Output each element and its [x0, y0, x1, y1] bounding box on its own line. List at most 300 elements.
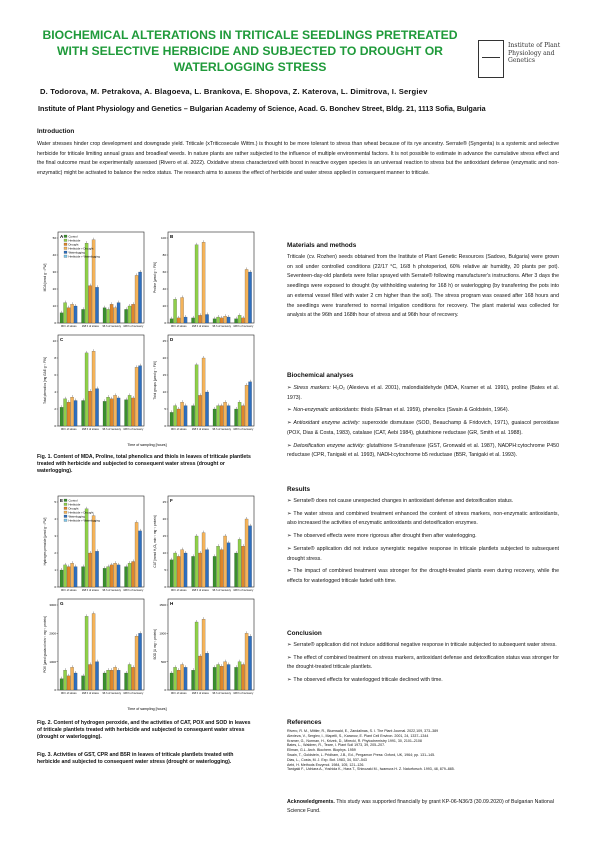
x-tick-label: 96 h of recovery	[212, 692, 232, 695]
bar	[199, 656, 202, 690]
reference-item: Bates, L., Waldren, R., Teare, I. Plant Soil 1973, 39, 205–207.	[287, 743, 386, 748]
y-tick-label: 1000	[159, 631, 166, 636]
bar	[117, 303, 120, 323]
bar	[195, 536, 198, 587]
bar	[199, 395, 202, 426]
panel-letter: G	[60, 601, 64, 606]
bar	[103, 308, 106, 323]
bar	[71, 667, 74, 690]
figure-1-chart	[36, 228, 258, 450]
x-tick-label: 96 h of recovery	[212, 428, 232, 431]
x-tick-label: 96 h of stress	[60, 589, 77, 592]
y-tick-label: 25	[162, 339, 166, 344]
y-tick-label: 40	[162, 287, 166, 292]
y-axis-label: Proline [µmol g⁻¹ FW]	[153, 262, 157, 293]
bar	[128, 563, 131, 587]
chart-panel-g	[43, 599, 144, 695]
figure-1-caption	[37, 454, 255, 476]
bar	[103, 673, 106, 690]
legend-label: Herbicide + Waterlogging	[68, 254, 100, 259]
panel-letter: F	[170, 498, 173, 503]
bar	[114, 563, 117, 587]
bar	[224, 536, 227, 587]
bar	[170, 319, 173, 323]
reference-item: Alexieva, V., Sergiev, I., Mapelli, S., Karanov, E. Plant Cell Environ. 2001, 24, 1337–1344	[287, 733, 429, 738]
bar	[245, 269, 248, 323]
results-heading: Results	[287, 486, 311, 493]
results-item: ➢ The water stress and combined treatment enhanced the content of stress markers, non-enzymatic antioxidants, also increased the activities of enzymatic antioxidants and detoxification enzymes.	[287, 510, 559, 527]
bar	[89, 665, 92, 691]
bar	[110, 304, 113, 323]
bar	[245, 385, 248, 426]
figure-2-caption-text: Content of hydrogen peroxide, and the activities of CAT, POX and SOD in leaves of triticale plantlets treated with herbicide and subjected to consequent water stress (drought or waterlogging).	[37, 720, 251, 741]
x-tick-label: 96 h of recovery	[212, 589, 232, 592]
y-tick-label: 20	[162, 356, 166, 361]
bar	[192, 556, 195, 587]
analyses-item: ➢ Detoxification enzyme activity: glutathione S-transferase (GST, Gronwald et al. 1987), NADPH:cytochrome P450 reductase (CPR, Tanigaki et al. 1993), NADH:cytochrome b5 reductase (B5R, Tanigaki et al. 1993).	[287, 442, 559, 459]
bar	[110, 399, 113, 426]
bar	[181, 298, 184, 324]
conclusion-item: ➢ Serrate® application did not induce additional negative response in triticale subjected to subsequent water stress.	[287, 642, 557, 648]
bar	[192, 318, 195, 323]
bar	[213, 409, 216, 426]
legend-label: Waterlogging	[68, 514, 85, 519]
bar	[192, 670, 195, 690]
results-item: ➢ The observed effects were more rigorous after drought then after waterlogging.	[287, 533, 477, 540]
references-list	[287, 729, 559, 772]
bar	[238, 402, 241, 426]
bar	[220, 550, 223, 587]
bar	[139, 633, 142, 690]
bar	[67, 402, 70, 426]
bar	[74, 401, 77, 427]
figure-1-label: Fig. 1.	[37, 454, 52, 460]
bar	[184, 553, 187, 587]
methods-text: Triticale (cv. Rozhen) seeds obtained from the Institute of Plant Genetic Resources (Sadovo, Bulgaria) were grown on soil under controlled conditions (22/17 °C, 16/8 h photoperiod, 60% relative air humidity, 20 plants per pot). Seventeen-day-old plantlets were foliar sprayed with Serrate® following manufacturer's instructions. After 3 days the seedlings were exposed to drought (by withholding watering for 168 h) or waterlogging (by transferring the pots into an external vessel filled with water 2 cm higher than the soil). The stress program was ceased after 168 hours and the seedlings were transferred to normal irrigation conditions for recovery. The plant material was collected for analysis at the 96th and 168th hour of stress and at 96th hour of recovery.	[287, 254, 559, 319]
legend-swatch	[64, 515, 67, 518]
reference-item: Dias, L., Costa, M. J. Exp. Bot. 1983, 34, 537–543	[287, 757, 367, 762]
bar	[177, 409, 180, 426]
x-tick-label: 96 h of stress	[170, 692, 187, 695]
y-tick-label: 10	[52, 304, 56, 309]
bar	[238, 539, 241, 587]
logo-text: Institute of Plant Physiology and Genetics	[508, 42, 561, 64]
authors: D. Todorova, M. Petrakova, A. Blagoeva, L. Brankova, E. Shopova, Z. Katerova, L. Dimitrova, I. Sergiev	[40, 87, 428, 96]
bar	[235, 319, 238, 323]
y-axis-label: SOD [U mg⁻¹ protein]	[153, 629, 157, 660]
y-axis-label: Hydrogen peroxide [µmol g⁻¹ FW]	[43, 517, 47, 566]
bar	[184, 667, 187, 690]
y-tick-label: 1000	[49, 659, 56, 664]
bar	[67, 308, 70, 323]
bar	[238, 315, 241, 323]
x-tick-label: 96 h of recovery	[102, 428, 122, 431]
bar	[139, 531, 142, 587]
legend-swatch	[64, 239, 67, 242]
bar	[67, 567, 70, 587]
bar	[135, 636, 138, 690]
bar	[245, 519, 248, 587]
x-tick-label: 168 h of stress	[81, 325, 99, 328]
bar	[132, 667, 135, 690]
bar	[192, 406, 195, 426]
legend-swatch	[64, 243, 67, 246]
y-tick-label: 2	[54, 551, 56, 556]
analyses-list	[287, 384, 559, 464]
legend-swatch	[64, 503, 67, 506]
x-tick-label: 96 h of recovery	[102, 325, 122, 328]
y-axis-label: Thiol groups [µmol g⁻¹ FW]	[153, 361, 157, 400]
analyses-item: ➢ Antioxidant enzyme activity: superoxide dismutase (SOD, Beauchamp & Fridovich, 1971), guaiacol peroxidase (POX, Dias & Costa, 1983), catalase (CAT, Aebi 1984), glutathione reductase (GR, Smith et al. 1988).	[287, 420, 559, 436]
bar	[96, 287, 99, 323]
bar	[107, 309, 110, 323]
y-tick-label: 3000	[49, 603, 56, 608]
y-axis-label: CAT [mmol H₂O₂ min⁻¹ mg⁻¹ protein]	[153, 515, 157, 568]
bar	[82, 676, 85, 690]
legend-swatch	[64, 255, 67, 258]
y-tick-label: 15	[162, 534, 166, 539]
institute-logo	[478, 38, 574, 82]
arrow-icon: ➢	[287, 642, 292, 648]
arrow-icon: ➢	[287, 510, 292, 517]
y-tick-label: 60	[162, 270, 166, 275]
logo-mark-icon	[478, 40, 504, 78]
bar	[181, 550, 184, 587]
bar	[174, 299, 177, 323]
reference-item: Tanigaki F., Uchiara A., Yoshida K., Hara T., Shinozaki M., Iwamura H. Z. Naturforsch. 1993, 48, 879–885.	[287, 767, 455, 772]
panel-letter: C	[60, 337, 64, 342]
arrow-icon: ➢	[287, 545, 292, 552]
bar	[128, 395, 131, 426]
arrow-icon: ➢	[287, 677, 292, 684]
panel-letter: D	[170, 337, 174, 342]
bar	[213, 319, 216, 323]
x-tick-label: 168 h of recovery	[233, 692, 254, 695]
bar	[82, 309, 85, 323]
legend-label: Herbicide + Drought	[68, 510, 94, 515]
bar	[220, 318, 223, 323]
y-tick-label: 0	[54, 321, 56, 326]
y-tick-label: 0	[54, 688, 56, 693]
chart-panel-d	[153, 335, 254, 431]
bar	[92, 614, 95, 691]
y-tick-label: 10	[52, 339, 56, 344]
bar	[174, 553, 177, 587]
x-tick-label: 168 h of stress	[191, 589, 209, 592]
bar	[202, 358, 205, 426]
results-list	[287, 497, 559, 590]
bar	[227, 665, 230, 691]
conclusion-item: ➢ The effect of combined treatment on stress markers, antioxidant defense and detoxification status was stronger for the drought-treated triticale plantlets.	[287, 654, 559, 671]
chart-panel-b	[153, 232, 254, 328]
bar	[117, 398, 120, 426]
bar	[71, 563, 74, 587]
bar	[249, 382, 252, 426]
y-tick-label: 8	[54, 356, 56, 361]
y-tick-label: 0	[54, 585, 56, 590]
arrow-icon: ➢	[287, 407, 292, 414]
conclusion-heading: Conclusion	[287, 630, 322, 637]
bar	[195, 622, 198, 690]
bar	[128, 665, 131, 691]
bar	[92, 351, 95, 426]
bar	[217, 546, 220, 587]
bar	[125, 567, 128, 587]
legend-label: Waterlogging	[68, 250, 85, 255]
bar	[170, 673, 173, 690]
bar	[125, 400, 128, 426]
bar	[60, 407, 63, 426]
bar	[125, 309, 128, 323]
figure-2-chart	[36, 492, 258, 714]
x-tick-label: 96 h of stress	[170, 325, 187, 328]
bar	[135, 522, 138, 587]
x-tick-label: 168 h of stress	[191, 692, 209, 695]
bar	[71, 397, 74, 426]
bar	[181, 665, 184, 691]
y-tick-label: 50	[52, 236, 56, 241]
arrow-icon: ➢	[287, 385, 292, 391]
x-tick-label: 168 h of recovery	[233, 589, 254, 592]
bar	[242, 546, 245, 587]
bar	[195, 245, 198, 323]
bar	[181, 402, 184, 426]
x-tick-label: 168 h of stress	[191, 428, 209, 431]
bar	[235, 667, 238, 690]
panel-letter: A	[60, 234, 64, 239]
figure-1-caption-text: Content of MDA, Proline, total phenolics and thiols in leaves of triticale plantlets treated with herbicide and subjected to consequent water stress (drought or waterlogging).	[37, 454, 251, 475]
y-tick-label: 0	[164, 321, 166, 326]
x-axis-label: Time of sampling [hours]	[127, 443, 167, 447]
bar	[206, 315, 209, 324]
chart-panel-a	[43, 232, 144, 328]
arrow-icon: ➢	[287, 654, 292, 661]
bar	[96, 662, 99, 690]
acknowledgments-text: This study was supported financially by grant KP-06-N36/3 (30.09.2020) of Bulgarian National Science Fund.	[287, 799, 554, 814]
legend-swatch	[64, 519, 67, 522]
x-tick-label: 168 h of recovery	[123, 692, 144, 695]
figure-3-label: Fig. 3.	[37, 752, 52, 758]
bar	[114, 667, 117, 690]
intro-heading: Introduction	[37, 128, 75, 135]
x-tick-label: 168 h of recovery	[123, 589, 144, 592]
panel-letter: E	[60, 498, 64, 503]
y-tick-label: 1	[54, 568, 56, 573]
bar	[213, 556, 216, 587]
bar	[227, 543, 230, 587]
bar	[67, 676, 70, 690]
bar	[96, 551, 99, 587]
chart-panel-e	[43, 496, 144, 592]
bar	[71, 304, 74, 323]
y-tick-label: 5	[164, 407, 166, 412]
figure-2-caption	[37, 720, 255, 742]
bar	[170, 412, 173, 426]
bar	[92, 240, 95, 323]
y-tick-label: 0	[164, 688, 166, 693]
reference-item: Swain, T., Goldstein, L. Pridham, J.B., Ed., Pergamon Press: Oxford, UK, 1964; pp. 131–145.	[287, 752, 436, 757]
bar	[96, 389, 99, 426]
bar	[177, 670, 180, 690]
bar	[132, 398, 135, 426]
bar	[110, 565, 113, 587]
bar	[60, 313, 63, 323]
arrow-icon: ➢	[287, 442, 292, 449]
bar	[235, 409, 238, 426]
bar	[139, 366, 142, 426]
bar	[135, 367, 138, 426]
y-tick-label: 20	[52, 287, 56, 292]
bar	[117, 670, 120, 690]
y-axis-label: MDA [nmol g⁻¹ FW]	[43, 263, 47, 292]
bar	[227, 317, 230, 323]
reference-item: Ellman, G.L. Arch. Biochem. Biophys. 1959	[287, 748, 356, 753]
x-tick-label: 168 h of stress	[191, 325, 209, 328]
bar	[206, 392, 209, 426]
bar	[170, 560, 173, 587]
x-tick-label: 96 h of stress	[60, 325, 77, 328]
methods-heading: Materials and methods	[287, 242, 357, 249]
acknowledgments	[287, 798, 559, 815]
analyses-heading: Biochemical analyses	[287, 372, 354, 379]
bar	[227, 406, 230, 426]
x-tick-label: 96 h of recovery	[212, 325, 232, 328]
x-tick-label: 96 h of recovery	[102, 589, 122, 592]
bar	[103, 568, 106, 587]
x-tick-label: 168 h of stress	[81, 589, 99, 592]
affiliation: Institute of Plant Physiology and Genetics – Bulgarian Academy of Science, Acad. G. Bonchev Street, Bldg. 21, 1113 Sofia, Bulgaria	[38, 104, 486, 113]
y-tick-label: 6	[54, 373, 56, 378]
bar	[177, 556, 180, 587]
x-tick-label: 96 h of stress	[170, 589, 187, 592]
y-tick-label: 100	[160, 236, 166, 241]
bar	[103, 401, 106, 426]
bar	[206, 653, 209, 690]
bar	[174, 667, 177, 690]
results-item: ➢ Serrate® application did not induce synergistic negative response in triticale plantlets subjected to subsequent drought stress.	[287, 545, 559, 562]
x-tick-label: 96 h of stress	[60, 692, 77, 695]
bar	[128, 306, 131, 323]
bar	[184, 317, 187, 323]
bar	[224, 402, 227, 426]
references-heading: References	[287, 719, 322, 726]
y-tick-label: 5	[164, 568, 166, 573]
bar	[74, 306, 77, 323]
bar	[199, 553, 202, 587]
y-tick-label: 40	[52, 253, 56, 258]
bar	[114, 308, 117, 323]
y-tick-label: 0	[54, 424, 56, 429]
reference-item: Aebi, H. Methods Enzymol. 1984, 105, 121–126.	[287, 762, 365, 767]
bar	[238, 662, 241, 690]
y-tick-label: 2000	[49, 631, 56, 636]
bar	[217, 665, 220, 691]
bar	[64, 565, 67, 587]
x-axis-label: Time of sampling [hours]	[127, 707, 167, 711]
bar	[202, 533, 205, 587]
legend-swatch	[64, 251, 67, 254]
bar	[85, 353, 88, 426]
x-tick-label: 168 h of stress	[81, 428, 99, 431]
x-tick-label: 168 h of recovery	[123, 325, 144, 328]
bar	[107, 670, 110, 690]
bar	[220, 406, 223, 426]
y-tick-label: 4	[54, 517, 56, 522]
poster-title: BIOCHEMICAL ALTERATIONS IN TRITICALE SEEDLINGS PRETREATED WITH SELECTIVE HERBICIDE AND SUBJECTED TO DROUGHT OR WATERLOGGING STRESS	[42, 28, 458, 74]
bar	[74, 673, 77, 690]
bar	[64, 303, 67, 323]
y-tick-label: 1500	[159, 603, 166, 608]
y-tick-label: 5	[54, 500, 56, 505]
bar	[114, 395, 117, 426]
panel-letter: H	[170, 601, 174, 606]
bar	[220, 666, 223, 690]
figure-1	[36, 228, 258, 450]
bar	[64, 399, 67, 426]
bar	[184, 406, 187, 426]
y-tick-label: 10	[162, 551, 166, 556]
legend-swatch	[64, 235, 67, 238]
bar	[132, 304, 135, 323]
x-tick-label: 96 h of stress	[170, 428, 187, 431]
bar	[117, 565, 120, 587]
legend-label: Herbicide + Drought	[68, 246, 94, 251]
arrow-icon: ➢	[287, 533, 292, 540]
legend-label: Herbicide	[68, 238, 81, 243]
bar	[199, 315, 202, 323]
reference-item: Rivero, R. M., Mittler, R., Blumwald, E., Zandalinas, S. I. The Plant Journal. 2022,109, 373–389	[287, 729, 439, 733]
bar	[110, 670, 113, 690]
bar	[85, 616, 88, 690]
bar	[245, 633, 248, 690]
bar	[82, 401, 85, 427]
bar	[107, 567, 110, 587]
y-tick-label: 20	[162, 517, 166, 522]
bar	[139, 272, 142, 323]
results-item: ➢ The impact of combined treatment was stronger for the drought-treated plants even during recovery, while the effects for waterlogged triticale faded with time.	[287, 568, 559, 584]
arrow-icon: ➢	[287, 568, 292, 575]
bar	[213, 667, 216, 690]
bar	[206, 550, 209, 587]
bar	[217, 317, 220, 323]
bar	[224, 316, 227, 323]
bar	[242, 665, 245, 691]
y-tick-label: 3	[54, 534, 56, 539]
bar	[89, 553, 92, 587]
chart-panel-h	[153, 599, 254, 695]
bar	[235, 553, 238, 587]
bar	[242, 406, 245, 426]
acknowledgments-label: Acknowledgments.	[287, 799, 335, 805]
figure-3-caption-text: Activities of GST, CPR and B5R in leaves of triticale plantlets treated with herbicide and subjected to consequent water stress (drought or waterlogging).	[37, 752, 234, 766]
bar	[217, 406, 220, 426]
figure-2-label: Fig. 2.	[37, 720, 52, 726]
bar	[107, 397, 110, 426]
bar	[249, 526, 252, 587]
bar	[89, 286, 92, 323]
bar	[202, 242, 205, 323]
bar	[135, 275, 138, 323]
arrow-icon: ➢	[287, 420, 292, 427]
y-tick-label: 15	[162, 373, 166, 378]
y-tick-label: 0	[164, 424, 166, 429]
y-tick-label: 20	[162, 304, 166, 309]
legend-label: Drought	[68, 242, 79, 247]
legend-swatch	[64, 511, 67, 514]
y-tick-label: 25	[162, 500, 166, 505]
bar	[60, 679, 63, 690]
x-tick-label: 168 h of recovery	[233, 428, 254, 431]
